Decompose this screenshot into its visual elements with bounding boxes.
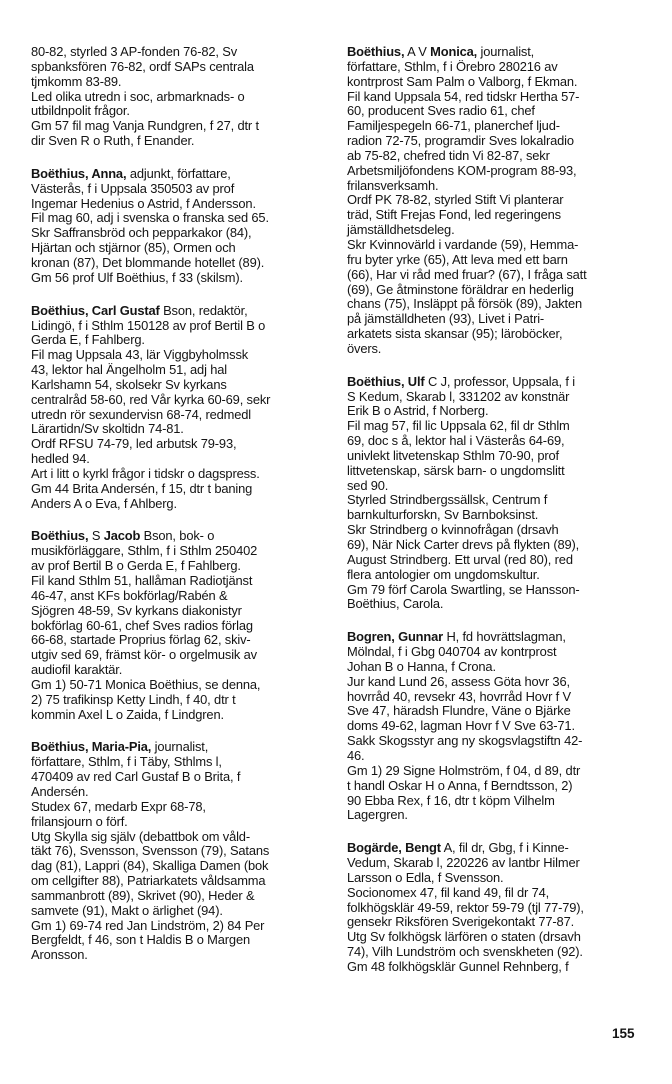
entry-text: folkhögsklär 49-59, rektor 59-79 (tjl 77-79), bbox=[347, 899, 584, 915]
entry-text: 46. bbox=[347, 747, 365, 763]
entry-line bbox=[347, 841, 647, 856]
entry-line bbox=[31, 770, 331, 785]
entry-line bbox=[31, 182, 331, 197]
entry-name: Jacob bbox=[103, 528, 141, 544]
biography-entry bbox=[31, 304, 331, 512]
entry-line bbox=[347, 808, 647, 823]
entry-text: Johan B o Hanna, f Crona. bbox=[347, 658, 496, 674]
entry-text: fru byter yrke (65), Att leva med ett barn bbox=[347, 251, 568, 267]
entry-line bbox=[31, 708, 331, 723]
entry-name: Bogärde, Bengt bbox=[347, 840, 441, 856]
entry-line bbox=[347, 104, 647, 119]
entry-line bbox=[31, 60, 331, 75]
entry-text: musikförläggare, Sthlm, f i Sthlm 250402 bbox=[31, 543, 258, 559]
entry-line bbox=[347, 871, 647, 886]
entry-text: centralråd 58-60, red Vår kyrka 60-69, sekr bbox=[31, 391, 271, 407]
entry-line bbox=[31, 226, 331, 241]
entry-line bbox=[347, 523, 647, 538]
entry-text: Fil mag 57, fil lic Uppsala 62, fil dr Sthlm bbox=[347, 418, 570, 434]
entry-text: Studex 67, medarb Expr 68-78, bbox=[31, 798, 206, 814]
entry-line bbox=[31, 648, 331, 663]
entry-text: (69), Ge åtminstone föräldrar en hederlig bbox=[347, 281, 574, 297]
entry-text: kontrprost Sam Palm o Valborg, f Ekman. bbox=[347, 73, 578, 89]
entry-text: träd, Stift Frejas Fond, led regeringens bbox=[347, 207, 561, 223]
entry-line bbox=[347, 149, 647, 164]
entry-line bbox=[347, 493, 647, 508]
entry-text: kronan (87), Det blommande hotellet (89). bbox=[31, 254, 265, 270]
entry-line bbox=[347, 779, 647, 794]
entry-line bbox=[347, 45, 647, 60]
entry-line bbox=[347, 479, 647, 494]
entry-text: gensekr Riksfören Sverigekontakt 77-87. bbox=[347, 914, 575, 930]
entry-text: Gm 1) 29 Signe Holmström, f 04, d 89, dtr bbox=[347, 762, 581, 778]
entry-line bbox=[347, 342, 647, 357]
entry-line bbox=[347, 193, 647, 208]
entry-line bbox=[347, 75, 647, 90]
entry-line bbox=[31, 844, 331, 859]
entry-text: Anders A o Eva, f Ahlberg. bbox=[31, 495, 177, 511]
biography-entry bbox=[31, 167, 331, 286]
entry-text: Gerda E, f Fahlberg. bbox=[31, 332, 145, 348]
entry-line bbox=[31, 693, 331, 708]
entry-line bbox=[347, 464, 647, 479]
entry-text: Jur kand Lund 26, assess Göta hovr 36, bbox=[347, 673, 570, 689]
entry-text: Bson, bok- o bbox=[140, 528, 215, 544]
entry-line bbox=[31, 437, 331, 452]
entry-text: Ordf PK 78-82, styrled Stift Vi planterar bbox=[347, 192, 564, 208]
entry-line bbox=[31, 663, 331, 678]
entry-text: täkt 76), Svensson, Svensson (79), Satans bbox=[31, 843, 270, 859]
entry-line bbox=[347, 253, 647, 268]
entry-line bbox=[31, 800, 331, 815]
entry-line bbox=[347, 568, 647, 583]
entry-text: Gm 57 fil mag Vanja Rundgren, f 27, dtr t bbox=[31, 118, 259, 134]
entry-text: A, fil dr, Gbg, f i Kinne- bbox=[440, 840, 569, 856]
entry-line bbox=[347, 223, 647, 238]
entry-line bbox=[347, 960, 647, 975]
entry-line bbox=[347, 764, 647, 779]
entry-text: A V bbox=[404, 44, 431, 59]
entry-text: Karlshamn 54, skolsekr Sv kyrkans bbox=[31, 376, 227, 392]
entry-text: utgiv sed 69, främst kör- o orgelmusik av bbox=[31, 647, 257, 663]
entry-text: 74), Vilh Lundström och svenskheten (92). bbox=[347, 944, 583, 960]
entry-text: (66), Har vi råd med fruar? (67), I fråga satt bbox=[347, 266, 587, 282]
entry-line bbox=[31, 497, 331, 512]
entry-line bbox=[347, 238, 647, 253]
entry-line bbox=[31, 678, 331, 693]
entry-text: Bergfeldt, f 46, son t Haldis B o Margen bbox=[31, 932, 250, 948]
entry-line bbox=[31, 633, 331, 648]
entry-line bbox=[31, 348, 331, 363]
right-column bbox=[347, 45, 647, 993]
entry-line bbox=[31, 393, 331, 408]
entry-line bbox=[31, 304, 331, 319]
entry-text: 60, producent Sves radio 61, chef bbox=[347, 103, 535, 119]
entry-line bbox=[31, 529, 331, 544]
entry-text: Bson, redaktör, bbox=[159, 302, 248, 318]
entry-text: Larsson o Edla, f Svensson. bbox=[347, 869, 504, 885]
entry-line bbox=[31, 544, 331, 559]
entry-text: adjunkt, författare, bbox=[126, 165, 231, 181]
entry-line bbox=[31, 271, 331, 286]
entry-text: Utg Skylla sig själv (debattbok om våld- bbox=[31, 828, 250, 844]
entry-line bbox=[31, 363, 331, 378]
entry-line bbox=[347, 164, 647, 179]
entry-line bbox=[347, 597, 647, 612]
entry-text: frilansverksamh. bbox=[347, 177, 439, 193]
entry-line bbox=[31, 241, 331, 256]
entry-text: sed 90. bbox=[347, 477, 389, 493]
entry-line bbox=[347, 690, 647, 705]
entry-line bbox=[347, 449, 647, 464]
entry-line bbox=[31, 408, 331, 423]
entry-line bbox=[347, 719, 647, 734]
entry-text: Gm 48 folkhögsklär Gunnel Rehnberg, f bbox=[347, 958, 569, 974]
entry-line bbox=[347, 749, 647, 764]
entry-text: S Kedum, Skarab l, 331202 av konstnär bbox=[347, 388, 570, 404]
entry-text: 43, lektor hal Ängelholm 51, adj hal bbox=[31, 362, 227, 378]
entry-text: barnkulturforskn, Sv Barnboksinst. bbox=[347, 507, 539, 523]
entry-text: kommin Axel L o Zaida, f Lindgren. bbox=[31, 706, 224, 722]
entry-text: om cellgifter 88), Patriarkatets våldsamma bbox=[31, 873, 266, 889]
entry-text: 470409 av red Carl Gustaf B o Brita, f bbox=[31, 769, 241, 785]
entry-text: av prof Bertil B o Gerda E, f Fahlberg. bbox=[31, 558, 241, 574]
biography-entry bbox=[31, 740, 331, 963]
entry-text: doms 49-62, lagman Hovr f V Sve 63-71. bbox=[347, 718, 575, 734]
entry-line bbox=[31, 211, 331, 226]
entry-name: Boëthius, bbox=[31, 528, 89, 544]
entry-text: dag (81), Lappri (84), Skalliga Damen (bok bbox=[31, 858, 269, 874]
entry-text: journalist, bbox=[151, 739, 209, 755]
entry-line bbox=[31, 904, 331, 919]
entry-name: Bogren, Gunnar bbox=[347, 629, 444, 645]
entry-line bbox=[347, 675, 647, 690]
entry-line bbox=[31, 482, 331, 497]
entry-line bbox=[31, 874, 331, 889]
entry-text: bokförlag 60-61, chef Sves radios förlag bbox=[31, 617, 253, 633]
entry-line bbox=[347, 915, 647, 930]
entry-text: 46-47, anst KFs bokförlag/Rabén & bbox=[31, 587, 228, 603]
entry-line bbox=[31, 948, 331, 963]
entry-line bbox=[31, 815, 331, 830]
entry-text: Ingemar Hedenius o Astrid, f Andersson. bbox=[31, 195, 256, 211]
entry-text: utredn rör sexundervisn 68-74, redmedl bbox=[31, 406, 252, 422]
entry-line bbox=[347, 268, 647, 283]
entry-line bbox=[31, 75, 331, 90]
entry-line bbox=[31, 119, 331, 134]
entry-line bbox=[31, 104, 331, 119]
entry-line bbox=[347, 930, 647, 945]
entry-line bbox=[347, 886, 647, 901]
left-column bbox=[31, 45, 331, 981]
entry-name: Boëthius, Maria-Pia, bbox=[31, 739, 152, 755]
entry-text: Socionomex 47, fil kand 49, fil dr 74, bbox=[347, 884, 550, 900]
entry-text: Arbetsmiljöfondens KOM-program 88-93, bbox=[347, 162, 577, 178]
entry-text: Lärartidn/Sv skoltidn 74-81. bbox=[31, 421, 184, 437]
page-number: 155 bbox=[612, 1026, 635, 1041]
entry-text: Västerås, f i Uppsala 350503 av prof bbox=[31, 180, 235, 196]
entry-line bbox=[347, 90, 647, 105]
entry-name: Boëthius, Carl Gustaf bbox=[31, 302, 160, 318]
entry-line bbox=[347, 419, 647, 434]
entry-line bbox=[347, 179, 647, 194]
entry-text: univlekt litvetenskap Sthlm 70-90, prof bbox=[347, 447, 559, 463]
entry-line bbox=[31, 755, 331, 770]
entry-text: Sjögren 48-59, Sv kyrkans diakonistyr bbox=[31, 602, 242, 618]
entry-line bbox=[31, 889, 331, 904]
entry-text: S bbox=[88, 528, 104, 544]
entry-text: littvetenskap, särsk barn- o ungdomslitt bbox=[347, 462, 565, 478]
entry-text: Fil mag 60, adj i svenska o franska sed 65. bbox=[31, 210, 269, 226]
entry-line bbox=[347, 901, 647, 916]
entry-text: flera antologier om ungdomskultur. bbox=[347, 566, 540, 582]
entry-text: jämställdhetsdeleg. bbox=[347, 222, 455, 238]
entry-text: chans (75), Insläppt på försök (89), Jakten bbox=[347, 296, 583, 312]
entry-line bbox=[347, 390, 647, 405]
entry-line bbox=[347, 312, 647, 327]
entry-line bbox=[31, 467, 331, 482]
biography-entry bbox=[347, 375, 647, 613]
entry-text: arkatets sista skansar (95); läroböcker, bbox=[347, 326, 563, 342]
entry-text: frilansjourn o förf. bbox=[31, 813, 128, 829]
entry-text: Sakk Skogsstyr ang ny skogsvlagstiftn 42- bbox=[347, 733, 583, 749]
entry-text: Skr Strindberg o kvinnofrågan (drsavh bbox=[347, 522, 559, 538]
entry-line bbox=[31, 90, 331, 105]
entry-text: Andersén. bbox=[31, 783, 89, 799]
entry-text: Utg Sv folkhögsk lärfören o staten (drsavh bbox=[347, 929, 581, 945]
entry-name: Boëthius, bbox=[347, 44, 405, 59]
entry-line bbox=[347, 297, 647, 312]
entry-text: på jämställdheten (93), Livet i Patri- bbox=[347, 311, 545, 327]
entry-text: C J, professor, Uppsala, f i bbox=[424, 373, 575, 389]
entry-line bbox=[31, 134, 331, 149]
entry-text: Hjärtan och stjärnor (85), Ormen och bbox=[31, 240, 236, 256]
entry-text: Led olika utredn i soc, arbmarknads- o bbox=[31, 88, 245, 104]
entry-line bbox=[347, 734, 647, 749]
entry-line bbox=[31, 378, 331, 393]
entry-text: journalist, bbox=[477, 44, 535, 59]
entry-line bbox=[31, 256, 331, 271]
entry-line bbox=[347, 945, 647, 960]
entry-line bbox=[31, 197, 331, 212]
entry-text: Familjespegeln 66-71, planerchef ljud- bbox=[347, 118, 560, 134]
entry-line bbox=[347, 434, 647, 449]
entry-text: t handl Oskar H o Anna, f Berndtsson, 2) bbox=[347, 777, 573, 793]
entry-text: sammanbrott (89), Skrivet (90), Heder & bbox=[31, 887, 255, 903]
entry-line bbox=[347, 856, 647, 871]
entry-text: Aronsson. bbox=[31, 947, 88, 963]
entry-text: Art i litt o kyrkl frågor i tidskr o dagspress. bbox=[31, 465, 260, 481]
entry-text: Sve 47, häradsh Flundre, Väne o Bjärke bbox=[347, 703, 571, 719]
entry-line bbox=[347, 538, 647, 553]
entry-text: hovrråd 40, revsekr 43, hovrråd Hovr f V bbox=[347, 688, 571, 704]
entry-line bbox=[31, 830, 331, 845]
entry-line bbox=[31, 785, 331, 800]
entry-line bbox=[31, 45, 331, 60]
entry-text: 69), När Nick Carter drevs på flykten (89), bbox=[347, 537, 580, 552]
entry-line bbox=[31, 452, 331, 467]
entry-text: Lidingö, f i Sthlm 150128 av prof Bertil B o bbox=[31, 317, 266, 333]
entry-text: radion 72-75, programdir Sves lokalradio bbox=[347, 133, 574, 149]
entry-name: Boëthius, Anna, bbox=[31, 165, 127, 181]
entry-text: författare, Sthlm, f i Täby, Sthlms l, bbox=[31, 754, 222, 770]
entry-text: Boëthius, Carola. bbox=[347, 596, 444, 612]
entry-text: samvete (91), Makt o ärlighet (94). bbox=[31, 902, 223, 918]
entry-line bbox=[347, 327, 647, 342]
entry-line bbox=[31, 604, 331, 619]
entry-text: August Strindberg. Ett urval (red 80), red bbox=[347, 551, 573, 567]
entry-text: Gm 1) 50-71 Monica Boëthius, se denna, bbox=[31, 676, 261, 692]
entry-line bbox=[347, 583, 647, 598]
entry-line bbox=[31, 167, 331, 182]
entry-text: Skr Kvinnovärld i vardande (59), Hemma- bbox=[347, 236, 579, 252]
entry-text: Fil mag Uppsala 43, lär Viggbyholmssk bbox=[31, 347, 249, 363]
entry-line bbox=[31, 933, 331, 948]
biography-entry bbox=[347, 45, 647, 357]
entry-line bbox=[347, 630, 647, 645]
entry-text: Styrled Strindbergssällsk, Centrum f bbox=[347, 492, 548, 508]
entry-line bbox=[347, 375, 647, 390]
entry-text: spbanksfören 76-82, ordf SAPs centrala bbox=[31, 58, 254, 74]
entry-line bbox=[31, 422, 331, 437]
entry-text: H, fd hovrättslagman, bbox=[443, 629, 566, 645]
entry-text: Gm 56 prof Ulf Boëthius, f 33 (skilsm). bbox=[31, 269, 243, 285]
entry-line bbox=[31, 574, 331, 589]
entry-text: 2) 75 trafikinsp Ketty Lindh, f 40, dtr t bbox=[31, 691, 236, 707]
entry-line bbox=[347, 553, 647, 568]
entry-text: Ordf RFSU 74-79, led arbutsk 79-93, bbox=[31, 436, 237, 452]
entry-line bbox=[347, 794, 647, 809]
entry-text: Fil kand Sthlm 51, hallåman Radiotjänst bbox=[31, 573, 253, 588]
entry-text: ab 75-82, chefred tidn Vi 82-87, sekr bbox=[347, 147, 550, 163]
entry-text: 66-68, startade Proprius förlag 62, skiv- bbox=[31, 632, 251, 648]
entry-line bbox=[31, 559, 331, 574]
entry-line bbox=[31, 740, 331, 755]
entry-line bbox=[347, 645, 647, 660]
entry-line bbox=[31, 589, 331, 604]
entry-line bbox=[347, 283, 647, 298]
entry-name: Monica, bbox=[430, 44, 478, 59]
entry-text: Mölndal, f i Gbg 040704 av kontrprost bbox=[347, 644, 557, 660]
biography-entry bbox=[347, 841, 647, 975]
entry-line bbox=[347, 660, 647, 675]
entry-text: Fil kand Uppsala 54, red tidskr Hertha 57- bbox=[347, 88, 580, 104]
entry-text: Skr Saffransbröd och pepparkakor (84), bbox=[31, 225, 252, 241]
entry-text: dir Sven R o Ruth, f Enander. bbox=[31, 133, 195, 149]
entry-name: Boëthius, Ulf bbox=[347, 373, 425, 389]
entry-text: 69, doc s å, lektor hal i Västerås 64-69, bbox=[347, 433, 565, 449]
entry-line bbox=[31, 319, 331, 334]
entry-text: 80-82, styrled 3 AP-fonden 76-82, Sv bbox=[31, 44, 237, 59]
entry-text: författare, Sthlm, f i Örebro 280216 av bbox=[347, 58, 558, 74]
entry-text: övers. bbox=[347, 340, 382, 356]
entry-line bbox=[347, 508, 647, 523]
entry-line bbox=[347, 60, 647, 75]
entry-text: Erik B o Astrid, f Norberg. bbox=[347, 403, 489, 419]
entry-line bbox=[347, 134, 647, 149]
biography-entry bbox=[347, 630, 647, 823]
entry-text: Gm 79 förf Carola Swartling, se Hansson- bbox=[347, 581, 580, 597]
entry-text: Vedum, Skarab l, 220226 av lantbr Hilmer bbox=[347, 855, 580, 871]
entry-line bbox=[31, 919, 331, 934]
entry-line bbox=[31, 333, 331, 348]
entry-line bbox=[347, 704, 647, 719]
biography-entry bbox=[31, 529, 331, 722]
entry-text: Gm 1) 69-74 red Jan Lindström, 2) 84 Per bbox=[31, 917, 265, 933]
entry-text: audiofil karaktär. bbox=[31, 662, 123, 678]
entry-text: Gm 44 Brita Andersén, f 15, dtr t baning bbox=[31, 480, 253, 496]
entry-text: 90 Ebba Rex, f 16, dtr t köpm Vilhelm bbox=[347, 792, 555, 808]
entry-text: tjmkomm 83-89. bbox=[31, 73, 122, 89]
entry-line bbox=[347, 119, 647, 134]
entry-text: utbildnpolit frågor. bbox=[31, 103, 130, 119]
entry-line bbox=[31, 859, 331, 874]
entry-text: hedled 94. bbox=[31, 451, 90, 467]
entry-line bbox=[347, 208, 647, 223]
entry-line bbox=[347, 404, 647, 419]
entry-line bbox=[31, 619, 331, 634]
biography-entry bbox=[31, 45, 331, 149]
entry-text: Lagergren. bbox=[347, 807, 408, 823]
